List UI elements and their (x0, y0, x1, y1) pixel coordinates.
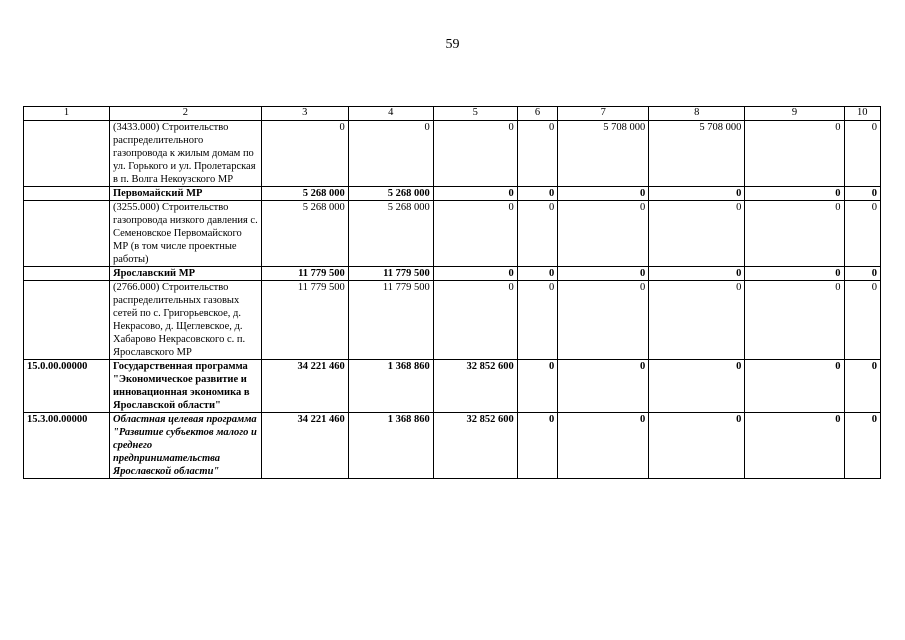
value-cell: 0 (844, 187, 880, 201)
value-cell: 11 779 500 (261, 267, 348, 281)
column-header: 5 (433, 107, 517, 121)
value-cell: 0 (745, 201, 844, 267)
value-cell: 0 (348, 121, 433, 187)
value-cell: 0 (517, 360, 557, 413)
program-code-cell: 15.0.00.00000 (24, 360, 110, 413)
item-name-cell: (3255.000) Строительство газопровода низкого давления с. Семеновское Первомайского МР (в том числе проектные работы) (110, 201, 262, 267)
column-header: 1 (24, 107, 110, 121)
page-number: 59 (445, 37, 460, 52)
column-header: 9 (745, 107, 844, 121)
value-cell: 5 268 000 (261, 201, 348, 267)
value-cell: 0 (558, 201, 649, 267)
program-code-cell (24, 201, 110, 267)
value-cell: 1 368 860 (348, 413, 433, 479)
item-name-cell: Областная целевая программа "Развитие субъектов малого и среднего предпринимательства Ярославской области" (110, 413, 262, 479)
value-cell: 0 (517, 267, 557, 281)
value-cell: 0 (649, 413, 745, 479)
value-cell: 32 852 600 (433, 413, 517, 479)
program-code-cell (24, 187, 110, 201)
value-cell: 0 (649, 201, 745, 267)
value-cell: 0 (517, 413, 557, 479)
value-cell: 0 (433, 267, 517, 281)
column-header: 4 (348, 107, 433, 121)
column-header: 6 (517, 107, 557, 121)
value-cell: 0 (558, 267, 649, 281)
column-header: 2 (110, 107, 262, 121)
value-cell: 0 (844, 121, 880, 187)
value-cell: 0 (517, 121, 557, 187)
column-header: 8 (649, 107, 745, 121)
table-row (24, 413, 881, 479)
table-row (24, 187, 881, 201)
value-cell: 34 221 460 (261, 413, 348, 479)
value-cell: 0 (558, 187, 649, 201)
value-cell: 0 (433, 121, 517, 187)
program-code-cell (24, 281, 110, 360)
column-header: 7 (558, 107, 649, 121)
value-cell: 1 368 860 (348, 360, 433, 413)
value-cell: 0 (745, 360, 844, 413)
value-cell: 11 779 500 (348, 281, 433, 360)
value-cell: 0 (745, 267, 844, 281)
column-header: 10 (844, 107, 880, 121)
value-cell: 0 (649, 360, 745, 413)
value-cell: 0 (844, 281, 880, 360)
value-cell: 5 708 000 (649, 121, 745, 187)
value-cell: 0 (844, 267, 880, 281)
value-cell: 0 (745, 413, 844, 479)
table-row (24, 281, 881, 360)
value-cell: 0 (649, 281, 745, 360)
value-cell: 0 (261, 121, 348, 187)
value-cell: 32 852 600 (433, 360, 517, 413)
value-cell: 34 221 460 (261, 360, 348, 413)
item-name-cell: Первомайский МР (110, 187, 262, 201)
value-cell: 0 (649, 267, 745, 281)
value-cell: 0 (745, 121, 844, 187)
value-cell: 0 (745, 187, 844, 201)
value-cell: 0 (517, 281, 557, 360)
value-cell: 11 779 500 (261, 281, 348, 360)
program-code-cell (24, 267, 110, 281)
item-name-cell: (2766.000) Строительство распределительных газовых сетей по с. Григорьевское, д. Некрасово, д. Щеглевское, д. Хабарово Некрасовского с. п. Ярославского МР (110, 281, 262, 360)
item-name-cell: Ярославский МР (110, 267, 262, 281)
value-cell: 0 (844, 201, 880, 267)
table-row (24, 267, 881, 281)
value-cell: 0 (844, 413, 880, 479)
value-cell: 11 779 500 (348, 267, 433, 281)
value-cell: 5 268 000 (261, 187, 348, 201)
column-header: 3 (261, 107, 348, 121)
value-cell: 5 708 000 (558, 121, 649, 187)
value-cell: 5 268 000 (348, 201, 433, 267)
table-row (24, 201, 881, 267)
value-cell: 0 (745, 281, 844, 360)
value-cell: 0 (433, 281, 517, 360)
value-cell: 0 (433, 201, 517, 267)
item-name-cell: Государственная программа "Экономическое развитие и инновационная экономика в Ярославской области" (110, 360, 262, 413)
budget-table (23, 106, 881, 479)
table-row (24, 360, 881, 413)
value-cell: 0 (649, 187, 745, 201)
table-row (24, 121, 881, 187)
value-cell: 0 (558, 413, 649, 479)
program-code-cell: 15.3.00.00000 (24, 413, 110, 479)
value-cell: 0 (844, 360, 880, 413)
header-row (24, 107, 881, 121)
value-cell: 0 (558, 360, 649, 413)
program-code-cell (24, 121, 110, 187)
value-cell: 0 (517, 187, 557, 201)
item-name-cell: (3433.000) Строительство распределительного газопровода к жилым домам по ул. Горького и ул. Пролетарская в п. Волга Некоузского МР (110, 121, 262, 187)
value-cell: 5 268 000 (348, 187, 433, 201)
value-cell: 0 (517, 201, 557, 267)
value-cell: 0 (433, 187, 517, 201)
value-cell: 0 (558, 281, 649, 360)
